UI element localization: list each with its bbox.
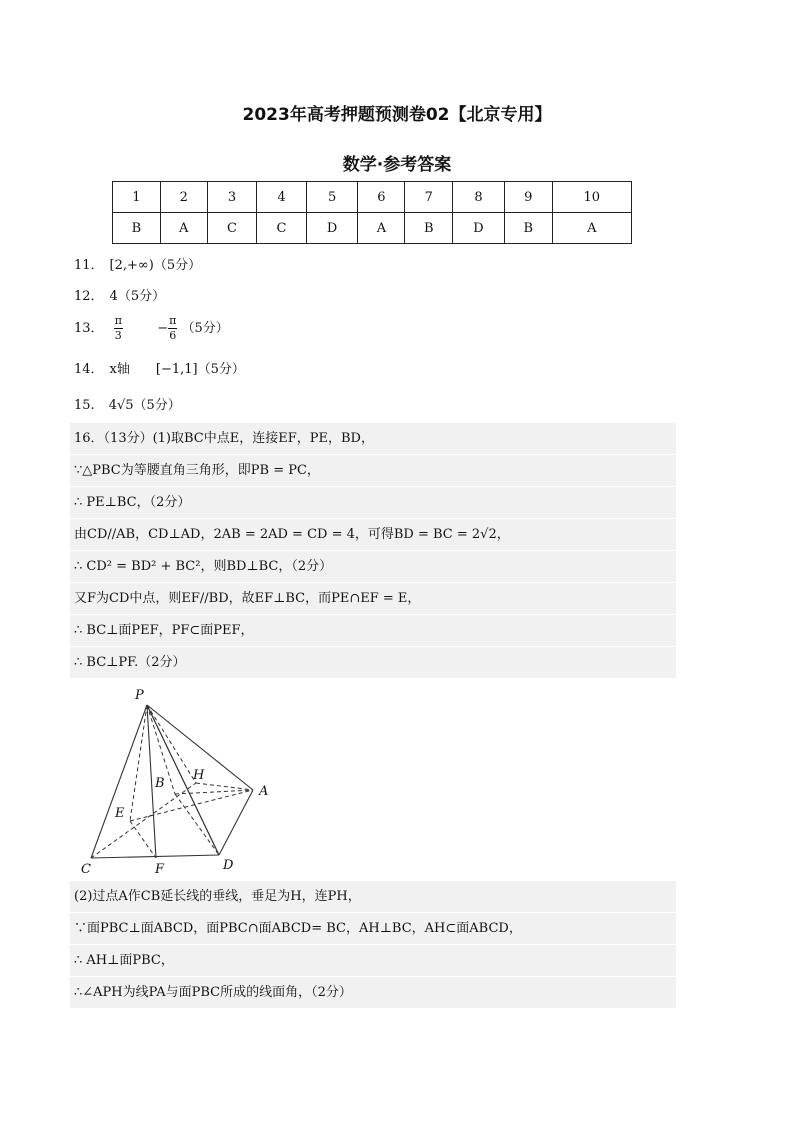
page-subtitle: 数学·参考答案 [342, 155, 452, 175]
segment-PE [130, 705, 147, 821]
answer-15 [74, 394, 181, 413]
figure-area [70, 679, 676, 881]
fraction-pi-over-6: $\frac{\pi}{6}$ [169, 314, 177, 342]
table-cell: B [113, 213, 161, 244]
answer-text: 4（5分） [109, 289, 166, 304]
table-cell: 5 [306, 182, 358, 213]
question-number: 13． [74, 321, 104, 336]
answer-text: [2,+∞)（5分） [109, 258, 202, 273]
question-number: 15. [74, 398, 95, 413]
answer-part-a: x轴 [109, 362, 130, 377]
table-cell: 2 [160, 182, 207, 213]
table-cell: 6 [358, 182, 405, 213]
table-cell: B [405, 213, 453, 244]
segment-HA [196, 783, 253, 790]
solution-line: ∴ BC⊥PF.（2分） [70, 647, 676, 679]
table-cell: D [453, 213, 505, 244]
solution-line: (2)过点A作CB延长线的垂线，垂足为H，连PH， [70, 881, 676, 913]
label-D: D [223, 858, 234, 873]
question-number: 14． [74, 362, 104, 377]
table-cell: 1 [113, 182, 161, 213]
label-P: P [135, 688, 144, 703]
table-cell: D [306, 213, 358, 244]
table-cell: 9 [504, 182, 552, 213]
solution-line: 又F为CD中点，则EF//BD，故EF⊥BC，而PE∩EF = E， [70, 583, 676, 615]
fraction-pi-over-3: $\frac{\pi}{3}$ [114, 314, 122, 342]
answer-table-number-row [113, 182, 632, 213]
question-number: 12． [74, 289, 104, 304]
label-B: B [155, 776, 165, 791]
score: （5分） [181, 321, 229, 336]
label-F: F [155, 862, 165, 877]
solution-16 [70, 423, 676, 1009]
answer-table [112, 181, 632, 244]
label-C: C [81, 862, 91, 877]
answer-13 [74, 314, 229, 343]
segment-BD [175, 794, 219, 855]
segment-CH [91, 783, 196, 858]
edge-PC [91, 705, 147, 858]
answer-12 [74, 285, 165, 304]
answer-text: 4√5（5分） [108, 398, 181, 413]
answer-14 [74, 358, 245, 377]
solution-line: ∴ BC⊥面PEF，PF⊂面PEF， [70, 615, 676, 647]
solution-line: ∴∠APH为线PA与面PBC所成的线面角，（2分） [70, 977, 676, 1009]
solution-line: ∴ CD² = BD² + BC²，则BD⊥BC，（2分） [70, 551, 676, 583]
table-cell: A [160, 213, 207, 244]
table-cell: 10 [552, 182, 631, 213]
label-A: A [259, 784, 269, 799]
pyramid-diagram [71, 683, 277, 879]
table-cell: C [257, 213, 307, 244]
label-E: E [115, 806, 125, 821]
solution-line: ∵△PBC为等腰直角三角形，即PB = PC， [70, 455, 676, 487]
solution-line: ∴ AH⊥面PBC， [70, 945, 676, 977]
table-cell: 4 [257, 182, 307, 213]
solution-line: ∴ PE⊥BC，（2分） [70, 487, 676, 519]
table-cell: 7 [405, 182, 453, 213]
table-cell: C [207, 213, 257, 244]
answer-table-answer-row [113, 213, 632, 244]
segment-EF [130, 821, 156, 858]
question-number: 11． [74, 258, 104, 273]
minus-sign: − [157, 321, 169, 336]
table-cell: B [504, 213, 552, 244]
table-cell: A [358, 213, 405, 244]
label-H: H [193, 768, 205, 783]
answer-11 [74, 254, 201, 273]
pyramid-figure [71, 683, 277, 879]
answer-part-b: [−1,1]（5分） [155, 362, 245, 377]
segment-PH [147, 705, 196, 783]
solution-line: 由CD//AB，CD⊥AD，2AB = 2AD = CD = 4，可得BD = BC = 2√2， [70, 519, 676, 551]
table-cell: A [552, 213, 631, 244]
page-title: 2023年高考押题预测卷02【北京专用】 [242, 105, 552, 125]
edge-DA [219, 790, 253, 855]
solution-line: ∵面PBC⊥面ABCD，面PBC∩面ABCD= BC，AH⊥BC，AH⊂面ABCD， [70, 913, 676, 945]
table-cell: 8 [453, 182, 505, 213]
table-cell: 3 [207, 182, 257, 213]
solution-line: 16．（13分）(1)取BC中点E，连接EF，PE，BD， [70, 423, 676, 455]
